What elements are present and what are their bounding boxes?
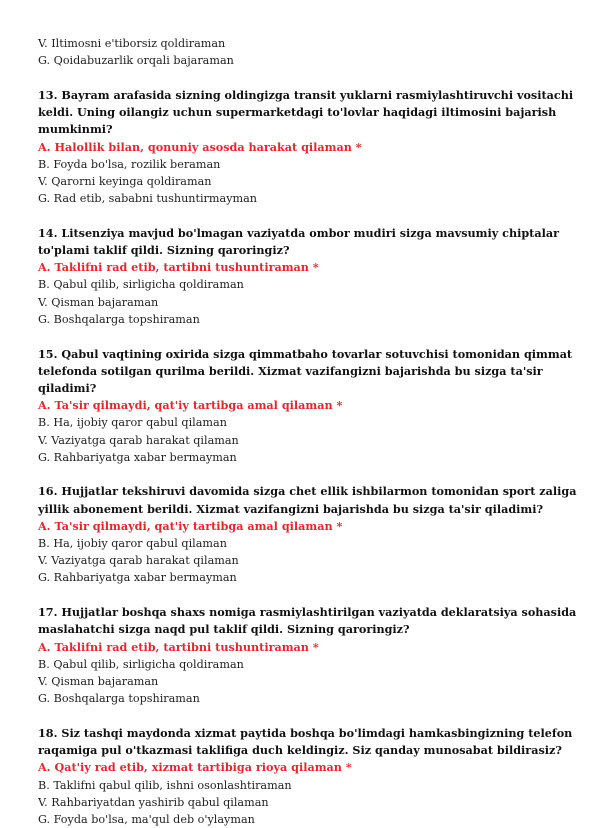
answer-option: G. Foyda bo'lsa, ma'qul deb o'ylayman bbox=[38, 812, 255, 826]
question-text-line: 14. Litsenziya mavjud bo'lmagan vaziyatda ombor mudiri sizga mavsumiy chiptalar bbox=[38, 225, 559, 240]
question-text-line: raqamiga pul o'tkazmasi taklifiga duch keldingiz. Siz qanday munosabat bildirasiz? bbox=[38, 743, 562, 758]
answer-option: V. Vaziyatga qarab harakat qilaman bbox=[38, 433, 239, 447]
answer-option: B. Taklifni qabul qilib, ishni osonlashtiraman bbox=[38, 778, 292, 792]
question-16 bbox=[38, 483, 577, 586]
answer-option: B. Ha, ijobiy qaror qabul qilaman bbox=[38, 416, 227, 430]
correct-answer-option: A. Ta'sir qilmaydi, qat'iy tartibga amal qilaman * bbox=[38, 398, 343, 413]
answer-option: V. Qisman bajaraman bbox=[38, 295, 159, 309]
answer-option: V. Rahbariyatdan yashirib qabul qilaman bbox=[38, 795, 269, 809]
question-13 bbox=[38, 87, 574, 207]
answer-option: B. Qabul qilib, sirligicha qoldiraman bbox=[38, 657, 244, 671]
previous-question-tail bbox=[38, 35, 568, 69]
correct-answer-option: A. Ta'sir qilmaydi, qat'iy tartibga amal qilaman * bbox=[38, 518, 343, 533]
answer-option: B. Qabul qilib, sirligicha qoldiraman bbox=[38, 278, 244, 292]
option-g: G. Qoidabuzarlik orqali bajaraman bbox=[38, 54, 234, 68]
correct-answer-option: A. Halollik bilan, qonuniy asosda harakat qilaman * bbox=[38, 139, 362, 154]
answer-option: V. Vaziyatga qarab harakat qilaman bbox=[38, 554, 239, 568]
answer-option: G. Rahbariyatga xabar bermayman bbox=[38, 571, 237, 585]
question-text-line: 16. Hujjatlar tekshiruvi davomida sizga chet ellik ishbilarmon tomonidan sport zaliga bbox=[38, 484, 577, 499]
correct-answer-option: A. Taklifni rad etib, tartibni tushuntiraman * bbox=[38, 639, 319, 654]
correct-answer-option: A. Qat'iy rad etib, xizmat tartibiga rioya qilaman * bbox=[38, 760, 352, 775]
question-text-line: maslahatchi sizga naqd pul taklif qildi. Sizning qaroringiz? bbox=[38, 622, 410, 637]
correct-answer-option: A. Taklifni rad etib, tartibni tushuntiraman * bbox=[38, 260, 319, 275]
question-text-line: 13. Bayram arafasida sizning oldingizga transit yuklarni rasmiylashtiruvchi vositachi bbox=[38, 87, 574, 102]
question-text-line: yillik abonement berildi. Xizmat vazifangizni bajarishda bu sizga ta'sir qiladimi? bbox=[38, 501, 544, 516]
answer-option: V. Qisman bajaraman bbox=[38, 675, 159, 688]
question-17 bbox=[38, 604, 577, 707]
question-text-line: telefonda sotilgan qurilma berildi. Xizmat vazifangizni bajarishda bu sizga ta'sir bbox=[38, 363, 543, 378]
question-text-line: 15. Qabul vaqtining oxirida sizga qimmatbaho tovarlar sotuvchisi tomonidan qimmat bbox=[38, 346, 573, 361]
answer-option: G. Rad etib, sababni tushuntirmayman bbox=[38, 192, 257, 206]
question-18 bbox=[38, 725, 573, 828]
document-page bbox=[38, 35, 577, 828]
question-text-line: qiladimi? bbox=[38, 380, 97, 395]
answer-option: G. Boshqalarga topshiraman bbox=[38, 312, 200, 326]
answer-option: G. Rahbariyatga xabar bermayman bbox=[38, 450, 237, 464]
option-v: V. Iltimosni e'tiborsiz qoldiraman bbox=[38, 37, 226, 50]
question-14 bbox=[38, 225, 568, 328]
question-text-line: 18. Siz tashqi maydonda xizmat paytida boshqa bo'limdagi hamkasbingizning telefon bbox=[38, 725, 573, 740]
answer-option: B. Foyda bo'lsa, rozilik beraman bbox=[38, 157, 221, 171]
answer-option: V. Qarorni keyinga qoldiraman bbox=[38, 174, 212, 188]
question-text-line: mumkinmi? bbox=[38, 122, 113, 137]
question-text-line: keldi. Uning oilangiz uchun supermarketdagi to'lovlar haqidagi iltimosini bajarish bbox=[38, 105, 557, 120]
answer-option: G. Boshqalarga topshiraman bbox=[38, 692, 200, 706]
answer-option: B. Ha, ijobiy qaror qabul qilaman bbox=[38, 537, 227, 551]
question-text-line: 17. Hujjatlar boshqa shaxs nomiga rasmiylashtirilgan vaziyatda deklaratsiya sohasida bbox=[38, 605, 577, 620]
question-15 bbox=[38, 346, 573, 466]
question-text-line: to'plami taklif qildi. Sizning qaroringiz? bbox=[38, 243, 290, 258]
